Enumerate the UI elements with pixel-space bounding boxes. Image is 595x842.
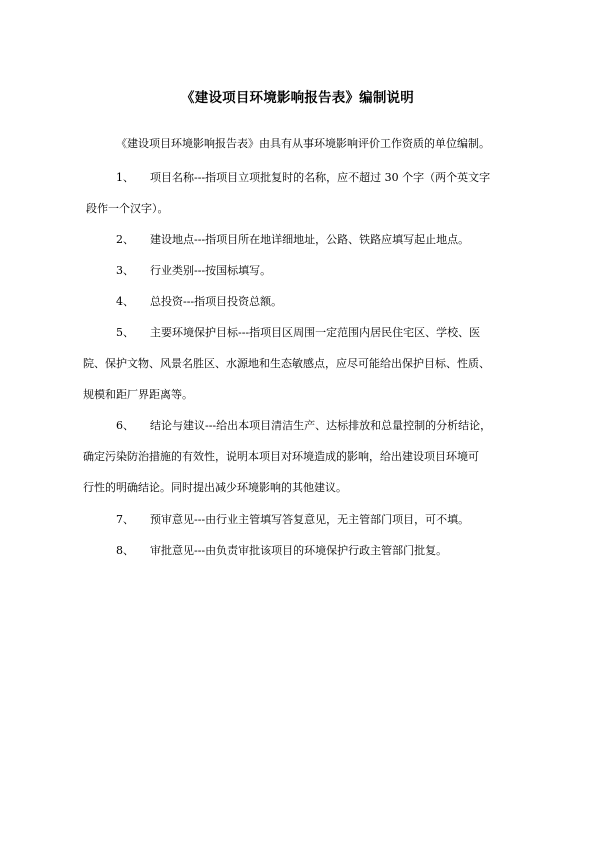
item-1-line-1: 项目名称---指项目立项批复时的名称，应不超过 30 个字（两个英文字	[150, 171, 491, 184]
item-3-line-1: 行业类别---按国标填写。	[150, 264, 272, 277]
item-1-line-2: 段作一个汉字）。	[86, 202, 169, 215]
item-5-line-2: 院、保护文物、风景名胜区、水源地和生态敏感点，应尽可能给出保护目标、性质、	[83, 357, 490, 370]
item-number-3: 3、	[116, 264, 134, 277]
item-number-1: 1、	[116, 171, 134, 184]
item-number-5: 5、	[116, 326, 134, 339]
page-title: 《建设项目环境影响报告表》编制说明	[181, 90, 414, 106]
item-8-line-1: 审批意见---由负责审批该项目的环境保护行政主管部门批复。	[150, 544, 448, 557]
item-number-8: 8、	[116, 544, 134, 557]
item-7-line-1: 预审意见---由行业主管填写答复意见，无主管部门项目，可不填。	[150, 513, 470, 526]
item-number-4: 4、	[116, 295, 134, 308]
item-5-line-3: 规模和距厂界距离等。	[83, 388, 193, 401]
item-number-6: 6、	[116, 419, 134, 432]
item-2-line-1: 建设地点---指项目所在地详细地址，公路、铁路应填写起止地点。	[150, 233, 470, 246]
item-6-line-3: 行性的明确结论。同时提出减少环境影响的其他建议。	[83, 481, 347, 494]
item-number-2: 2、	[116, 233, 134, 246]
item-4-line-1: 总投资---指项目投资总额。	[150, 295, 283, 308]
item-6-line-1: 结论与建议---给出本项目清洁生产、达标排放和总量控制的分析结论，	[150, 419, 492, 432]
item-number-7: 7、	[116, 513, 134, 526]
item-6-line-2: 确定污染防治措施的有效性，说明本项目对环境造成的影响，给出建设项目环境可	[83, 450, 479, 463]
intro-paragraph: 《建设项目环境影响报告表》由具有从事环境影响评价工作资质的单位编制。	[116, 137, 490, 150]
item-5-line-1: 主要环境保护目标---指项目区周围一定范围内居民住宅区、学校、医	[150, 326, 481, 339]
